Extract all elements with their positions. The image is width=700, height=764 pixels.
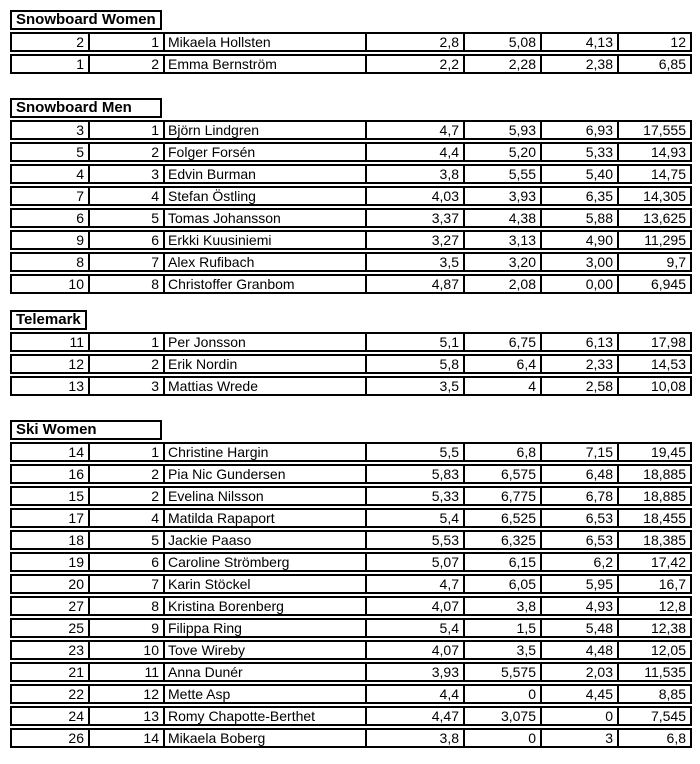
cell-athlete-name: Matilda Rapaport: [163, 510, 365, 526]
cell-score-1: 3,8: [365, 730, 463, 746]
cell-score-3: 4,13: [540, 34, 617, 50]
cell-rank: 1: [88, 444, 163, 460]
cell-bib-number: 9: [76, 232, 84, 248]
result-row: [10, 552, 692, 572]
cell-bib-number: 20: [68, 576, 84, 592]
result-row: [10, 164, 692, 184]
cell-score-2: 6,525: [463, 510, 540, 526]
cell-score-1: 5,4: [365, 510, 463, 526]
cell-athlete-name: Stefan Östling: [163, 188, 365, 204]
cell-athlete-name: Mette Asp: [163, 686, 365, 702]
cell-athlete-name: Anna Dunér: [163, 664, 365, 680]
result-row: [10, 442, 692, 462]
cell-rank: 4: [88, 510, 163, 526]
cell-score-2: 5,20: [463, 144, 540, 160]
cell-athlete-name: Christoffer Granbom: [163, 276, 365, 292]
cell-score-3: 0: [540, 708, 617, 724]
result-row: [10, 376, 692, 396]
cell-score-1: 4,4: [365, 144, 463, 160]
cell-athlete-name: Tomas Johansson: [163, 210, 365, 226]
cell-score-2: 0: [463, 730, 540, 746]
cell-score-3: 5,48: [540, 620, 617, 636]
cell-athlete-name: Jackie Paaso: [163, 532, 365, 548]
cell-rank: 1: [88, 334, 163, 350]
cell-bib-number: 27: [68, 598, 84, 614]
cell-bib-number: 14: [68, 444, 84, 460]
cell-score-1: 5,8: [365, 356, 463, 372]
cell-score-1: 4,7: [365, 122, 463, 138]
cell-score-2: 5,55: [463, 166, 540, 182]
cell-bib-number: 18: [68, 532, 84, 548]
cell-score-1: 5,4: [365, 620, 463, 636]
cell-score-3: 6,35: [540, 188, 617, 204]
cell-score-2: 3,075: [463, 708, 540, 724]
cell-bib-number: 8: [76, 254, 84, 270]
cell-score-2: 6,15: [463, 554, 540, 570]
cell-score-1: 2,8: [365, 34, 463, 50]
result-row: [10, 186, 692, 206]
cell-athlete-name: Filippa Ring: [163, 620, 365, 636]
cell-bib-number: 22: [68, 686, 84, 702]
cell-score-1: 3,37: [365, 210, 463, 226]
result-row: [10, 574, 692, 594]
cell-bib-number: 3: [76, 122, 84, 138]
cell-score-2: 1,5: [463, 620, 540, 636]
cell-score-3: 6,93: [540, 122, 617, 138]
cell-total: 14,93: [617, 144, 690, 160]
cell-score-2: 6,8: [463, 444, 540, 460]
cell-score-1: 5,33: [365, 488, 463, 504]
cell-score-1: 4,03: [365, 188, 463, 204]
cell-total: 6,8: [617, 730, 690, 746]
cell-score-1: 4,7: [365, 576, 463, 592]
cell-total: 12,05: [617, 642, 690, 658]
cell-athlete-name: Karin Stöckel: [163, 576, 365, 592]
cell-score-3: 6,53: [540, 510, 617, 526]
cell-score-2: 3,20: [463, 254, 540, 270]
cell-score-3: 4,48: [540, 642, 617, 658]
cell-bib-number: 24: [68, 708, 84, 724]
cell-total: 19,45: [617, 444, 690, 460]
cell-bib-number: 15: [68, 488, 84, 504]
cell-rank: 4: [88, 188, 163, 204]
cell-athlete-name: Mattias Wrede: [163, 378, 365, 394]
cell-rank: 8: [88, 276, 163, 292]
cell-total: 18,455: [617, 510, 690, 526]
cell-athlete-name: Mikaela Hollsten: [163, 34, 365, 50]
cell-score-2: 3,93: [463, 188, 540, 204]
cell-total: 16,7: [617, 576, 690, 592]
cell-total: 14,305: [617, 188, 690, 204]
cell-score-3: 0,00: [540, 276, 617, 292]
cell-total: 6,945: [617, 276, 690, 292]
cell-bib-number: 4: [76, 166, 84, 182]
cell-score-2: 3,8: [463, 598, 540, 614]
cell-total: 8,85: [617, 686, 690, 702]
cell-athlete-name: Erik Nordin: [163, 356, 365, 372]
cell-bib-number: 1: [76, 56, 84, 72]
cell-bib-number: 5: [76, 144, 84, 160]
cell-bib-number: 17: [68, 510, 84, 526]
cell-score-3: 5,88: [540, 210, 617, 226]
cell-rank: 1: [88, 122, 163, 138]
cell-rank: 10: [88, 642, 163, 658]
cell-score-3: 3,00: [540, 254, 617, 270]
results-section: [10, 98, 692, 294]
cell-score-3: 6,53: [540, 532, 617, 548]
cell-total: 13,625: [617, 210, 690, 226]
cell-score-3: 5,40: [540, 166, 617, 182]
cell-athlete-name: Romy Chapotte-Berthet: [163, 708, 365, 724]
cell-score-2: 6,325: [463, 532, 540, 548]
result-row: [10, 120, 692, 140]
cell-total: 17,98: [617, 334, 690, 350]
cell-athlete-name: Pia Nic Gundersen: [163, 466, 365, 482]
cell-total: 18,385: [617, 532, 690, 548]
cell-score-1: 3,27: [365, 232, 463, 248]
results-section: [10, 10, 692, 74]
cell-score-3: 2,33: [540, 356, 617, 372]
cell-athlete-name: Caroline Strömberg: [163, 554, 365, 570]
cell-score-1: 5,53: [365, 532, 463, 548]
result-row: [10, 274, 692, 294]
cell-total: 9,7: [617, 254, 690, 270]
cell-total: 11,535: [617, 664, 690, 680]
results-section: [10, 310, 692, 396]
cell-score-2: 0: [463, 686, 540, 702]
result-row: [10, 142, 692, 162]
cell-total: 17,555: [617, 122, 690, 138]
cell-bib-number: 12: [68, 356, 84, 372]
cell-bib-number: 13: [68, 378, 84, 394]
cell-bib-number: 11: [69, 334, 84, 350]
cell-rank: 2: [88, 356, 163, 372]
cell-score-2: 6,575: [463, 466, 540, 482]
cell-score-1: 2,2: [365, 56, 463, 72]
cell-total: 14,75: [617, 166, 690, 182]
cell-athlete-name: Erkki Kuusiniemi: [163, 232, 365, 248]
cell-total: 18,885: [617, 466, 690, 482]
section-title: Snowboard Women: [10, 10, 162, 30]
cell-score-1: 4,47: [365, 708, 463, 724]
cell-score-3: 4,45: [540, 686, 617, 702]
cell-rank: 2: [88, 56, 163, 72]
section-title: Telemark: [10, 310, 87, 330]
cell-athlete-name: Björn Lindgren: [163, 122, 365, 138]
result-row: [10, 354, 692, 374]
cell-rank: 1: [88, 34, 163, 50]
cell-score-3: 6,2: [540, 554, 617, 570]
cell-athlete-name: Folger Forsén: [163, 144, 365, 160]
result-row: [10, 508, 692, 528]
cell-total: 7,545: [617, 708, 690, 724]
cell-rank: 6: [88, 232, 163, 248]
cell-score-2: 4,38: [463, 210, 540, 226]
cell-rank: 12: [88, 686, 163, 702]
result-row: [10, 530, 692, 550]
cell-total: 12,38: [617, 620, 690, 636]
cell-score-3: 6,48: [540, 466, 617, 482]
cell-score-2: 2,08: [463, 276, 540, 292]
cell-score-1: 3,93: [365, 664, 463, 680]
cell-total: 14,53: [617, 356, 690, 372]
cell-score-1: 3,5: [365, 254, 463, 270]
cell-athlete-name: Kristina Borenberg: [163, 598, 365, 614]
result-row: [10, 464, 692, 484]
cell-rank: 8: [88, 598, 163, 614]
result-row: [10, 332, 692, 352]
cell-score-1: 4,4: [365, 686, 463, 702]
cell-score-3: 2,38: [540, 56, 617, 72]
result-row: [10, 706, 692, 726]
cell-score-3: 4,90: [540, 232, 617, 248]
cell-total: 12,8: [617, 598, 690, 614]
cell-total: 12: [617, 34, 690, 50]
cell-athlete-name: Tove Wireby: [163, 642, 365, 658]
result-row: [10, 618, 692, 638]
cell-score-2: 4: [463, 378, 540, 394]
cell-score-2: 5,93: [463, 122, 540, 138]
cell-score-2: 6,4: [463, 356, 540, 372]
result-row: [10, 54, 692, 74]
result-row: [10, 662, 692, 682]
result-row: [10, 640, 692, 660]
cell-score-3: 4,93: [540, 598, 617, 614]
cell-bib-number: 25: [68, 620, 84, 636]
cell-score-3: 5,95: [540, 576, 617, 592]
cell-total: 17,42: [617, 554, 690, 570]
cell-athlete-name: Evelina Nilsson: [163, 488, 365, 504]
result-row: [10, 230, 692, 250]
cell-total: 18,885: [617, 488, 690, 504]
cell-rank: 11: [88, 664, 163, 680]
cell-score-1: 4,87: [365, 276, 463, 292]
cell-total: 10,08: [617, 378, 690, 394]
cell-score-1: 5,5: [365, 444, 463, 460]
cell-rank: 2: [88, 466, 163, 482]
result-row: [10, 486, 692, 506]
cell-score-1: 5,83: [365, 466, 463, 482]
cell-athlete-name: Per Jonsson: [163, 334, 365, 350]
cell-rank: 7: [88, 576, 163, 592]
cell-rank: 6: [88, 554, 163, 570]
cell-rank: 13: [88, 708, 163, 724]
cell-rank: 3: [88, 166, 163, 182]
cell-score-2: 5,575: [463, 664, 540, 680]
cell-total: 6,85: [617, 56, 690, 72]
cell-rank: 3: [88, 378, 163, 394]
cell-rank: 5: [88, 210, 163, 226]
cell-athlete-name: Emma Bernström: [163, 56, 365, 72]
cell-score-2: 2,28: [463, 56, 540, 72]
cell-rank: 2: [88, 144, 163, 160]
cell-score-3: 7,15: [540, 444, 617, 460]
cell-score-1: 4,07: [365, 598, 463, 614]
cell-bib-number: 7: [76, 188, 84, 204]
cell-bib-number: 23: [68, 642, 84, 658]
result-row: [10, 252, 692, 272]
section-title: Ski Women: [10, 420, 162, 440]
section-title: Snowboard Men: [10, 98, 162, 118]
cell-rank: 7: [88, 254, 163, 270]
cell-score-1: 5,07: [365, 554, 463, 570]
cell-athlete-name: Mikaela Boberg: [163, 730, 365, 746]
cell-bib-number: 2: [76, 34, 84, 50]
cell-athlete-name: Christine Hargin: [163, 444, 365, 460]
result-row: [10, 32, 692, 52]
cell-score-3: 2,03: [540, 664, 617, 680]
cell-bib-number: 21: [68, 664, 84, 680]
cell-score-1: 3,5: [365, 378, 463, 394]
cell-score-3: 2,58: [540, 378, 617, 394]
cell-total: 11,295: [617, 232, 690, 248]
cell-score-3: 3: [540, 730, 617, 746]
cell-score-1: 4,07: [365, 642, 463, 658]
cell-bib-number: 16: [68, 466, 84, 482]
cell-score-2: 6,05: [463, 576, 540, 592]
cell-score-2: 6,775: [463, 488, 540, 504]
cell-bib-number: 10: [68, 276, 84, 292]
cell-rank: 9: [88, 620, 163, 636]
cell-rank: 5: [88, 532, 163, 548]
cell-rank: 14: [88, 730, 163, 746]
cell-score-2: 5,08: [463, 34, 540, 50]
cell-rank: 2: [88, 488, 163, 504]
cell-athlete-name: Alex Rufibach: [163, 254, 365, 270]
cell-bib-number: 19: [68, 554, 84, 570]
cell-score-1: 3,8: [365, 166, 463, 182]
result-row: [10, 728, 692, 748]
cell-score-2: 3,5: [463, 642, 540, 658]
cell-score-1: 5,1: [365, 334, 463, 350]
cell-bib-number: 6: [76, 210, 84, 226]
cell-score-3: 5,33: [540, 144, 617, 160]
cell-score-3: 6,13: [540, 334, 617, 350]
cell-score-3: 6,78: [540, 488, 617, 504]
result-row: [10, 684, 692, 704]
cell-athlete-name: Edvin Burman: [163, 166, 365, 182]
cell-bib-number: 26: [68, 730, 84, 746]
cell-score-2: 6,75: [463, 334, 540, 350]
result-row: [10, 596, 692, 616]
results-section: [10, 420, 692, 748]
cell-score-2: 3,13: [463, 232, 540, 248]
result-row: [10, 208, 692, 228]
